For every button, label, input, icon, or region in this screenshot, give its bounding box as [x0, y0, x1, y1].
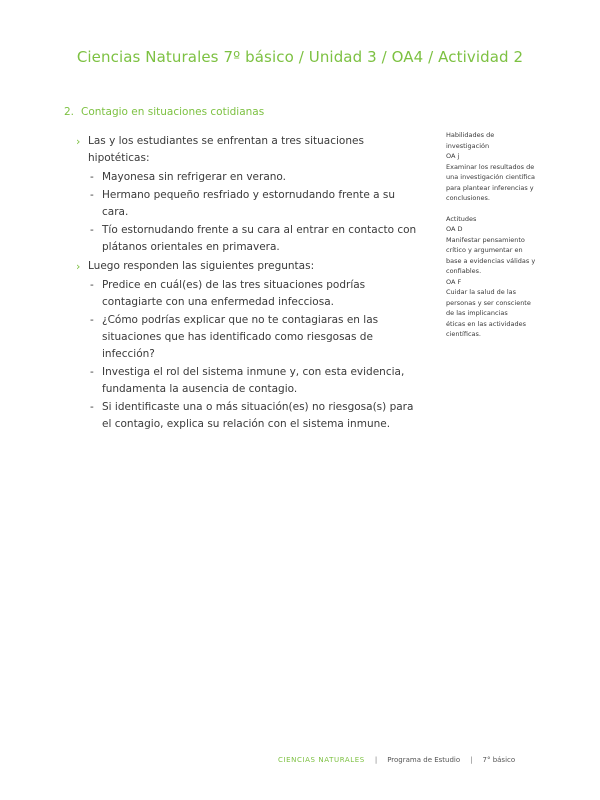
list-item-text: Mayonesa sin refrigerar en verano.	[102, 171, 286, 183]
footer-separator: |	[470, 756, 473, 764]
dash-icon: -	[90, 171, 94, 183]
section-number: 2.	[64, 106, 75, 118]
section-title: Contagio en situaciones cotidianas	[81, 106, 265, 118]
sidebar-line: investigación	[446, 141, 490, 150]
footer-program: Programa de Estudio	[387, 756, 461, 764]
dash-icon: -	[90, 224, 94, 236]
sidebar-line: científicas.	[446, 330, 481, 338]
bullet-questions	[76, 258, 421, 275]
dash-icon: -	[90, 279, 94, 291]
bullet-text: Las y los estudiantes se enfrentan a tres situaciones hipotéticas:	[88, 135, 364, 164]
bullet-text: Luego responden las siguientes preguntas:	[88, 260, 315, 272]
sidebar-line: personas y ser consciente	[446, 298, 531, 307]
bullet-situations	[76, 133, 421, 167]
sidebar-line: conclusiones.	[446, 194, 490, 202]
sidebar-line: crítico y argumentar en	[446, 246, 523, 254]
list-item-text: Investiga el rol del sistema inmune y, con esta evidencia, fundamenta la ausencia de contagio.	[102, 366, 405, 395]
chevron-right-icon: ›	[76, 260, 81, 273]
skills-block	[446, 130, 546, 204]
list-item-text: Hermano pequeño resfriado y estornudando frente a su cara.	[102, 189, 396, 218]
sidebar-line: para plantear inferencias y	[446, 183, 534, 192]
sidebar-line: Manifestar pensamiento	[446, 235, 525, 244]
questions-list	[76, 277, 421, 433]
sidebar-line: Habilidades de	[446, 131, 495, 139]
attitudes-block	[446, 214, 546, 340]
list-item	[76, 169, 421, 186]
section-heading	[64, 106, 264, 118]
footer-grade: 7° básico	[482, 756, 516, 764]
list-item	[76, 399, 421, 433]
footer-separator: |	[374, 756, 378, 764]
list-item-text: Predice en cuál(es) de las tres situaciones podrías contagiarte con una enfermedad infecciosa.	[102, 279, 366, 308]
dash-icon: -	[90, 189, 94, 201]
footer-subject: CIENCIAS NATURALES	[278, 756, 365, 764]
dash-icon: -	[90, 314, 94, 326]
sidebar-line: OA j	[446, 152, 460, 160]
page-footer	[278, 756, 515, 764]
sidebar-line: OA D	[446, 225, 463, 233]
sidebar-objectives	[446, 130, 546, 350]
dash-icon: -	[90, 366, 94, 378]
list-item-text: ¿Cómo podrías explicar que no te contagiaras en las situaciones que has identificado como riesgosas de infección?	[102, 314, 379, 360]
dash-icon: -	[90, 401, 94, 413]
sidebar-line: OA F	[446, 277, 462, 286]
sidebar-line: confiables.	[446, 267, 482, 275]
sidebar-line: de las implicancias	[446, 309, 508, 317]
list-item	[76, 222, 421, 256]
list-item	[76, 364, 421, 398]
page-title: Ciencias Naturales 7º básico / Unidad 3 / OA4 / Actividad 2	[76, 48, 524, 66]
sidebar-line: Examinar los resultados de	[446, 162, 535, 171]
sidebar-line: éticas en las actividades	[446, 319, 526, 328]
list-item	[76, 187, 421, 221]
sidebar-line: base a evidencias válidas y	[446, 256, 536, 265]
list-item	[76, 277, 421, 311]
sidebar-line: una investigación científica	[446, 173, 535, 181]
sidebar-line: Actitudes	[446, 214, 477, 223]
chevron-right-icon: ›	[76, 135, 81, 148]
activity-content	[76, 133, 421, 435]
sidebar-line: Cuidar la salud de las	[446, 288, 517, 296]
list-item-text: Tío estornudando frente a su cara al entrar en contacto con plátanos orientales en primavera.	[102, 224, 417, 253]
situations-list	[76, 169, 421, 256]
list-item-text: Si identificaste una o más situación(es) no riesgosa(s) para el contagio, explica su relación con el sistema inmune.	[102, 401, 414, 430]
list-item	[76, 312, 421, 363]
